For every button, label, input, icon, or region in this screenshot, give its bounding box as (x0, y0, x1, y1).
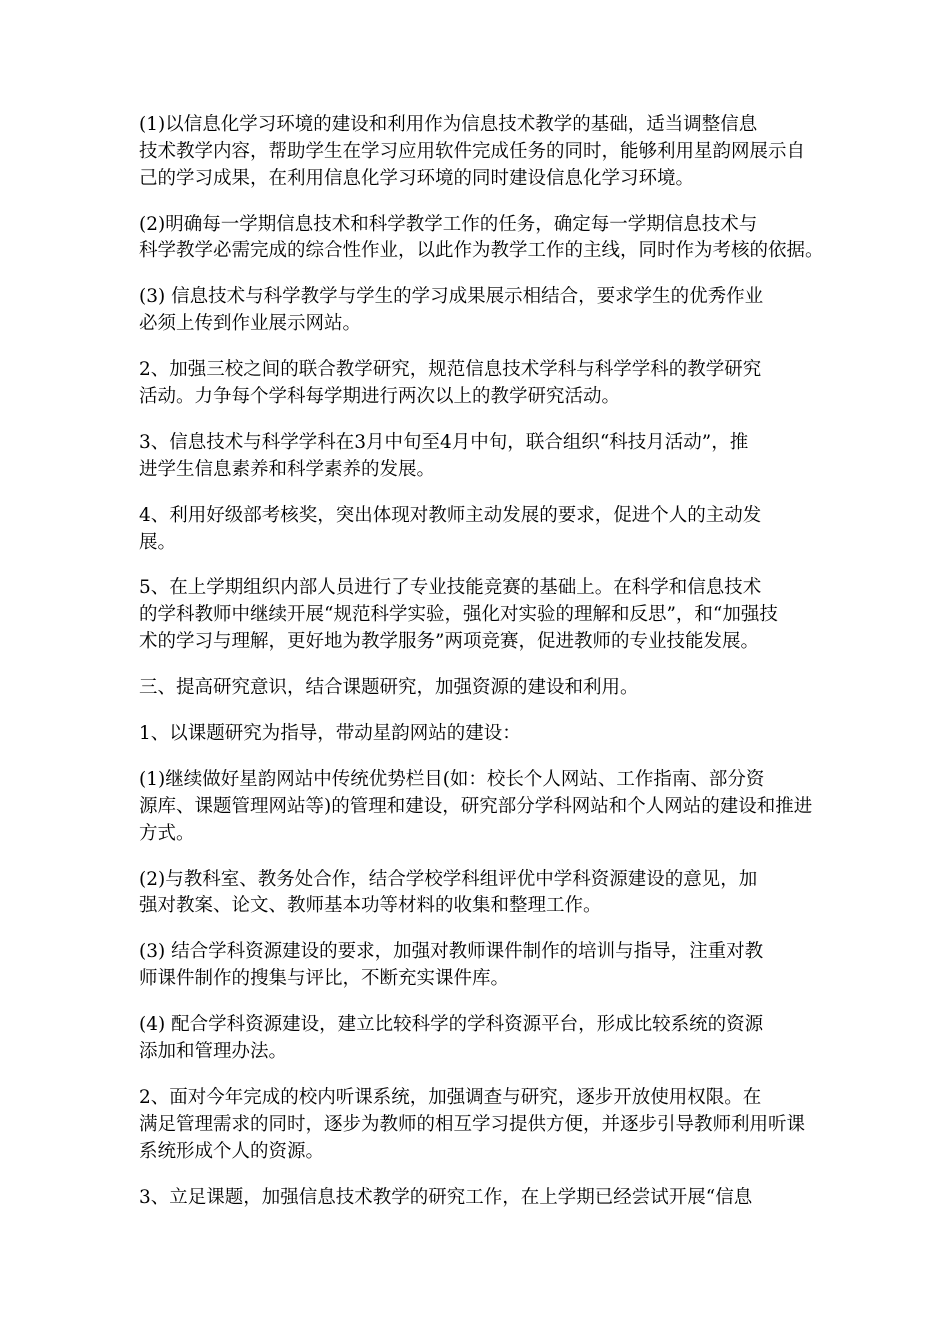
text-line: (2)明确每一学期信息技术和科学教学工作的任务，确定每一学期信息技术与 (139, 213, 758, 235)
text-line: 强对教案、论文、教师基本功等材料的收集和整理工作。 (139, 895, 602, 917)
text-line: (4) 配合学科资源建设，建立比较科学的学科资源平台，形成比较系统的资源 (139, 1014, 764, 1036)
text-line: (3) 信息技术与科学教学与学生的学习成果展示相结合，要求学生的优秀作业 (139, 286, 764, 308)
paragraph (102, 503, 850, 557)
text-line: 4、利用好级部考核奖，突出体现对教师主动发展的要求，促进个人的主动发 (139, 504, 762, 526)
paragraph (102, 867, 850, 921)
text-line: 1、以课题研究为指导，带动星韵网站的建设： (139, 723, 521, 745)
text-line: 必须上传到作业展示网站。 (139, 313, 362, 335)
paragraph (102, 1012, 850, 1066)
text-line: 满足管理需求的同时，逐步为教师的相互学习提供方便，并逐步引导教师利用听课 (139, 1113, 806, 1135)
text-line: 师课件制作的搜集与评比，不断充实课件库。 (139, 968, 510, 990)
paragraph (102, 357, 850, 411)
text-line: 科学教学必需完成的综合性作业，以此作为教学工作的主线，同时作为考核的依据。 (139, 240, 824, 262)
paragraph (102, 1185, 850, 1212)
text-line: 2、面对今年完成的校内听课系统，加强调查与研究，逐步开放使用权限。在 (139, 1086, 762, 1108)
paragraph (102, 767, 850, 847)
text-line: 5、在上学期组织内部人员进行了专业技能竞赛的基础上。在科学和信息技术 (139, 577, 762, 599)
text-line: 方式。 (139, 822, 195, 844)
text-line: 己的学习成果，在利用信息化学习环境的同时建设信息化学习环境。 (139, 167, 695, 189)
paragraph (102, 939, 850, 993)
document-page (102, 112, 850, 1211)
text-line: 的学科教师中继续开展“规范科学实验，强化对实验的理解和反思”，和“加强技 (139, 604, 778, 626)
text-line: 术的学习与理解，更好地为教学服务”两项竞赛，促进教师的专业技能发展。 (139, 631, 759, 653)
text-line: 源库、课题管理网站等)的管理和建设，研究部分学科网站和个人网站的建设和推进 (139, 795, 813, 817)
paragraph (102, 284, 850, 338)
paragraph (102, 575, 850, 655)
text-line: 2、加强三校之间的联合教学研究，规范信息技术学科与科学学科的教学研究 (139, 359, 762, 381)
paragraph (102, 112, 850, 192)
paragraph (102, 721, 850, 748)
text-line: 进学生信息素养和科学素养的发展。 (139, 458, 436, 480)
text-line: (3) 结合学科资源建设的要求，加强对教师课件制作的培训与指导，注重对教 (139, 941, 764, 963)
text-line: 活动。力争每个学科每学期进行两次以上的教学研究活动。 (139, 385, 621, 407)
text-line: 技术教学内容，帮助学生在学习应用软件完成任务的同时，能够利用星韵网展示自 (139, 140, 806, 162)
text-line: 3、信息技术与科学学科在3月中旬至4月中旬，联合组织“科技月活动”，推 (139, 431, 749, 453)
paragraph (102, 212, 850, 266)
text-line: 展。 (139, 531, 177, 553)
paragraph (102, 430, 850, 484)
text-line: 三、提高研究意识，结合课题研究，加强资源的建设和利用。 (139, 677, 639, 699)
text-line: 3、立足课题，加强信息技术教学的研究工作，在上学期已经尝试开展“信息 (139, 1186, 753, 1208)
text-line: 添加和管理办法。 (139, 1040, 288, 1062)
text-line: 系统形成个人的资源。 (139, 1140, 325, 1162)
text-line: (2)与教科室、教务处合作，结合学校学科组评优中学科资源建设的意见，加 (139, 868, 758, 890)
paragraph (102, 1085, 850, 1165)
paragraph (102, 675, 850, 702)
text-line: (1)继续做好星韵网站中传统优势栏目(如：校长个人网站、工作指南、部分资 (139, 769, 765, 791)
text-line: (1)以信息化学习环境的建设和利用作为信息技术教学的基础，适当调整信息 (139, 114, 758, 135)
